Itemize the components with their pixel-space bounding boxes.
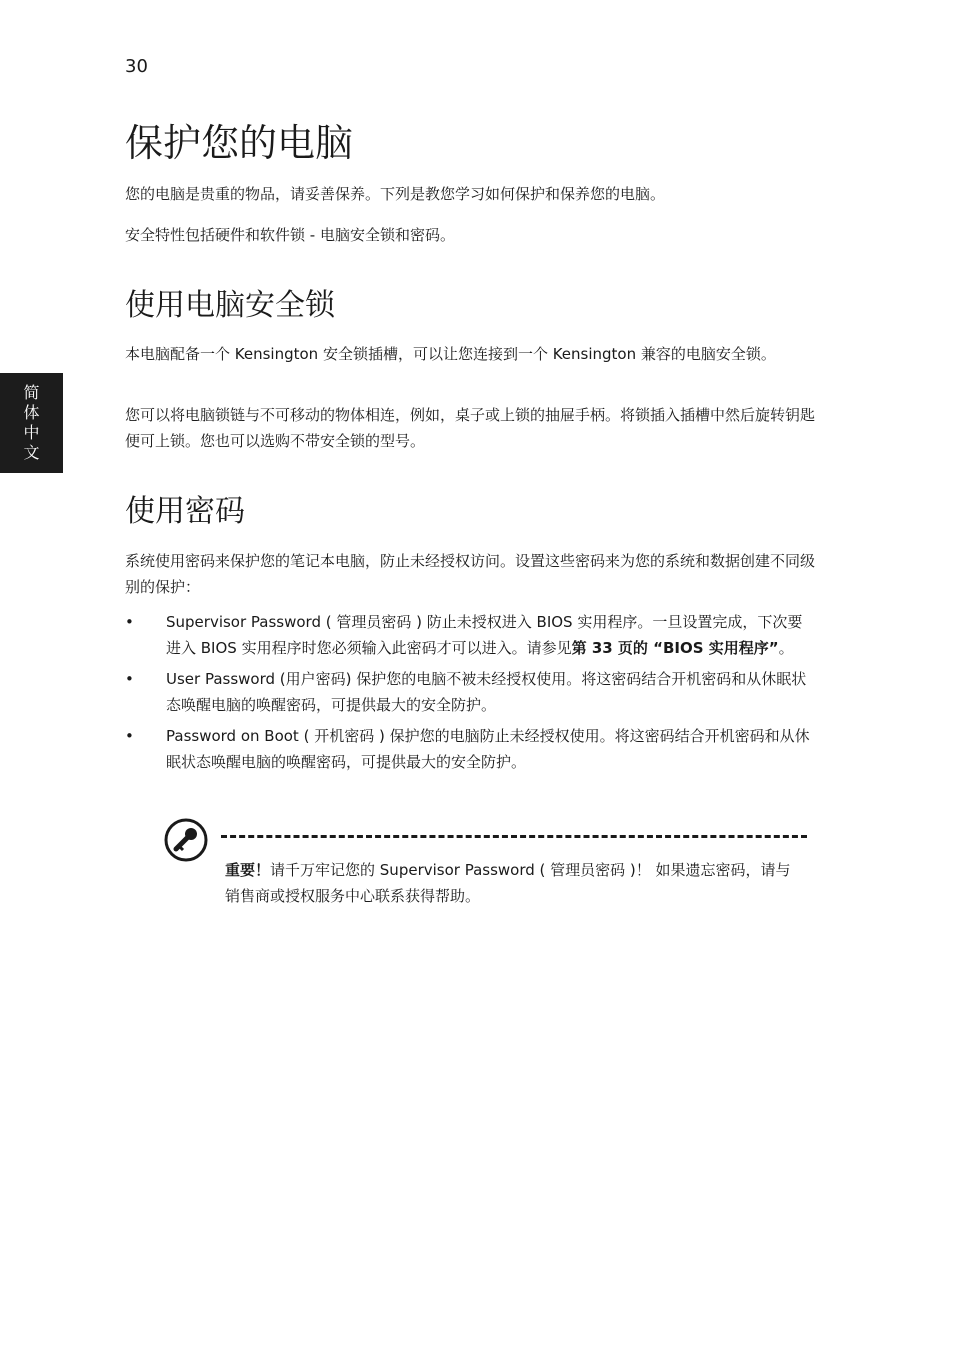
intro-paragraph: 安全特性包括硬件和软件锁 - 电脑安全锁和密码。 [125,226,455,244]
note-label: 重要！ [225,861,271,879]
page-title: 保护您的电脑 [125,121,354,165]
side-tab-char: 文 [23,443,40,462]
bullet-text: User Password (用户密码) 保护您的电脑不被未经授权使用。将这密码结合开机密码和从休眠状态唤醒电脑的唤醒密码，可提供最大的安全防护。 [166,670,807,714]
password-intro-paragraph: 系统使用密码来保护您的笔记本电脑，防止未经授权访问。设置这些密码来为您的系统和数据创建不同级别的保护： [125,552,816,596]
section-heading-passwords: 使用密码 [125,494,245,529]
lock-paragraph: 您可以将电脑锁链与不可移动的物体相连，例如，桌子或上锁的抽屉手柄。将锁插入插槽中然后旋转钥匙便可上锁。您也可以选购不带安全锁的型号。 [125,406,816,450]
bullet-dot: • [125,613,134,631]
list-item [125,609,815,661]
bullet-dot: • [125,670,134,688]
note-text: 请千万牢记您的 Supervisor Password ( 管理员密码 )！ 如果遗忘密码，请与销售商或授权服务中心联系获得帮助。 [225,861,791,905]
bullet-text-tail: 。 [778,639,794,657]
bullet-text: Password on Boot ( 开机密码 ) 保护您的电脑防止未经授权使用。将这密码结合开机密码和从休眠状态唤醒电脑的唤醒密码，可提供最大的安全防护。 [166,727,810,771]
important-note [225,857,795,909]
list-item [125,723,815,775]
side-tab-char: 简 [23,383,40,402]
bullet-dot: • [125,727,134,745]
password-bullet-list [125,609,815,780]
side-tab-char: 中 [23,423,40,442]
bullet-text: Supervisor Password ( 管理员密码 ) 防止未授权进入 BIOS 实用程序。一旦设置完成，下次要进入 BIOS 实用程序时您必须输入此密码才可以进入。请参见 [166,613,803,657]
section-heading-security-lock: 使用电脑安全锁 [125,288,335,323]
lock-paragraph: 本电脑配备一个 Kensington 安全锁插槽，可以让您连接到一个 Kensington 兼容的电脑安全锁。 [125,345,776,363]
language-side-tab [0,373,63,473]
cross-reference-link[interactable]: 第 33 页的 “BIOS 实用程序” [571,639,779,657]
note-divider [221,835,807,838]
list-item [125,666,815,718]
page-number: 30 [125,56,148,77]
intro-paragraph: 您的电脑是贵重的物品，请妥善保养。下列是教您学习如何保护和保养您的电脑。 [125,185,666,203]
key-icon [163,817,209,863]
side-tab-char: 体 [23,403,40,422]
